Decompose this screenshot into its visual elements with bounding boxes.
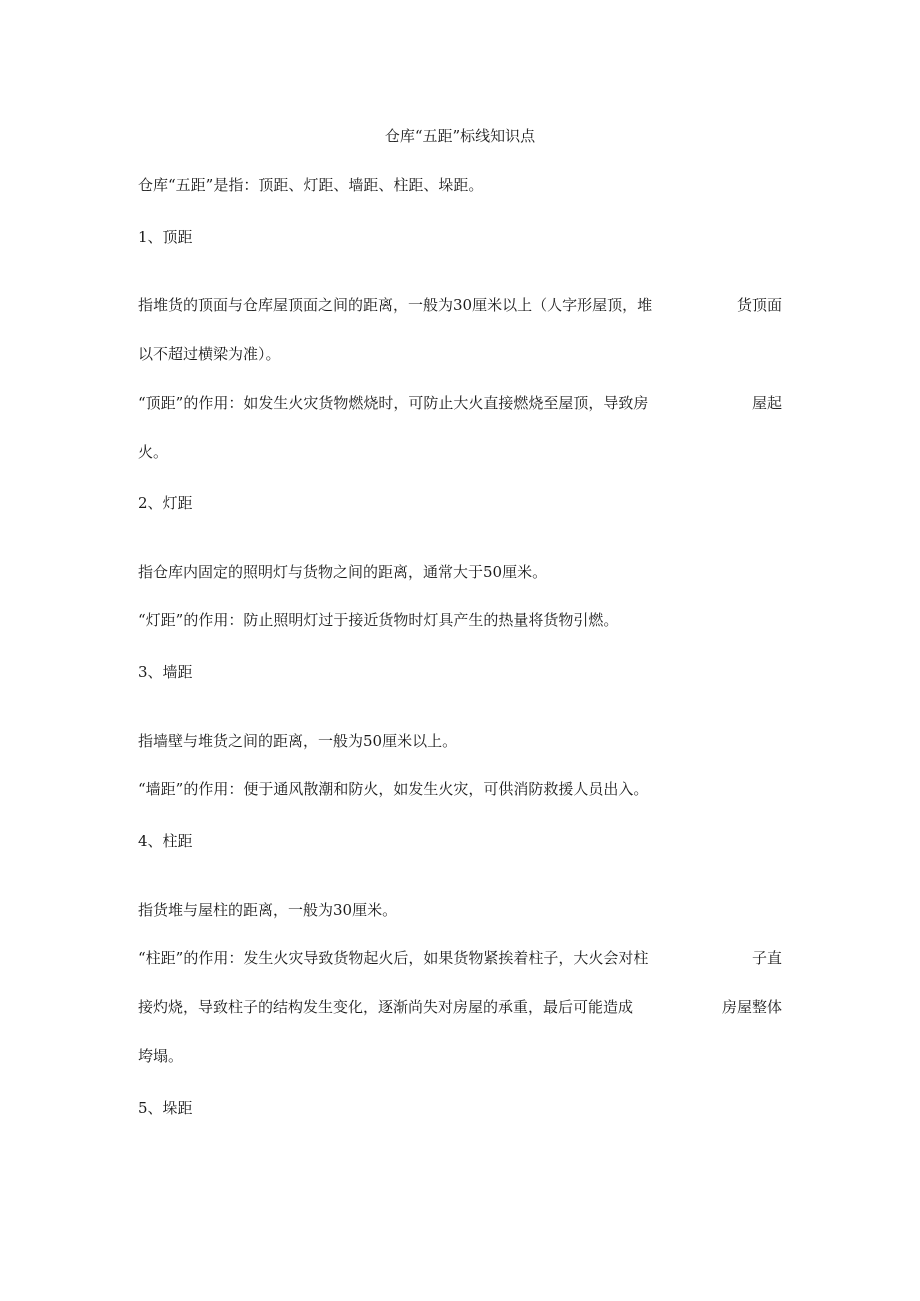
section-heading-light-distance: 2、灯距 [138,494,193,512]
column-distance-definition: 指货堆与屋柱的距离，一般为30厘米。 [138,901,398,919]
light-distance-purpose: “灯距”的作用：防止照明灯过于接近货物时灯具产生的热量将货物引燃。 [138,611,619,629]
top-distance-definition-line1-part2: 货顶面 [736,296,782,314]
top-distance-definition-line2: 以不超过横梁为准）。 [138,345,281,363]
top-distance-definition-line1 [138,295,782,315]
top-distance-purpose-line1-part2: 屋起 [751,394,782,412]
intro-paragraph: 仓库“五距”是指：顶距、灯距、墙距、柱距、垛距。 [138,176,484,194]
top-distance-purpose-line1-part1: “顶距”的作用：如发生火灾货物燃烧时，可防止大火直接燃烧至屋顶，导致房 [138,394,649,412]
column-distance-purpose-line1-part2: 子直 [751,949,782,967]
column-distance-purpose-line2-part2: 房屋整体 [721,998,782,1016]
top-distance-purpose-line2: 火。 [138,443,169,461]
column-distance-purpose-line2 [138,997,782,1017]
column-distance-purpose-line3: 垮塌。 [138,1047,184,1065]
column-distance-purpose-line1 [138,948,782,968]
light-distance-definition: 指仓库内固定的照明灯与货物之间的距离，通常大于50厘米。 [138,563,548,581]
section-heading-wall-distance: 3、墙距 [138,663,193,681]
top-distance-definition-line1-part1: 指堆货的顶面与仓库屋顶面之间的距离，一般为30厘米以上（人字形屋顶，堆 [138,296,653,314]
wall-distance-purpose: “墙距”的作用：便于通风散潮和防火，如发生火灾，可供消防救援人员出入。 [138,780,649,798]
top-distance-purpose-line1 [138,393,782,413]
column-distance-purpose-line2-part1: 接灼烧，导致柱子的结构发生变化，逐渐尚失对房屋的承重，最后可能造成 [138,998,634,1016]
wall-distance-definition: 指墙壁与堆货之间的距离，一般为50厘米以上。 [138,732,458,750]
section-heading-column-distance: 4、柱距 [138,832,193,850]
document-title: 仓库“五距”标线知识点 [384,127,536,145]
section-heading-stack-distance: 5、垛距 [138,1099,193,1117]
section-heading-top-distance: 1、顶距 [138,228,193,246]
column-distance-purpose-line1-part1: “柱距”的作用：发生火灾导致货物起火后，如果货物紧挨着柱子，大火会对柱 [138,949,649,967]
